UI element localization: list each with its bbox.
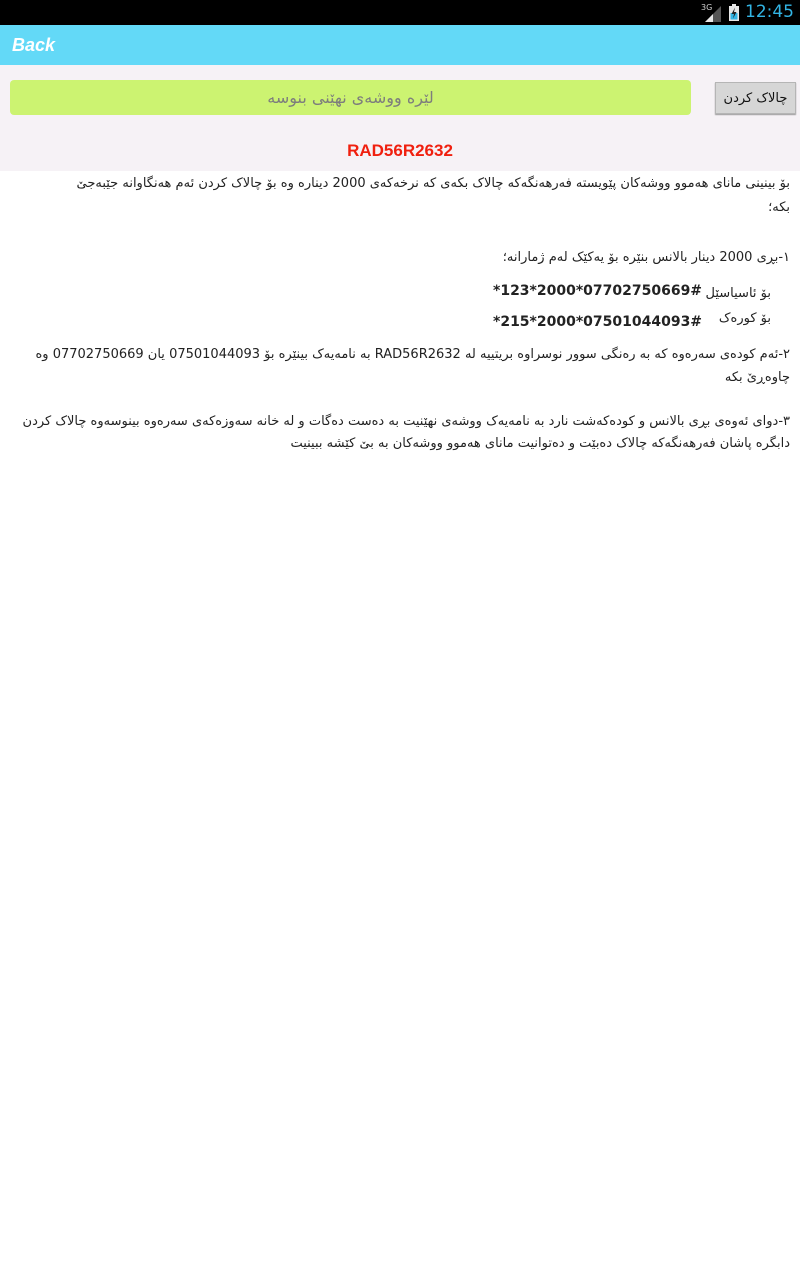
- intro-line-2: بکە؛: [768, 200, 790, 215]
- step-2-line-2: چاوەڕێ بکە: [724, 370, 790, 385]
- step-2-line-1: ٢-ئەم کودەی سەرەوە کە بە رەنگی سوور نوسراوە بریتییە لە RAD56R2632 بە نامەیەک بینێرە بۆ 07501044093 یان 07702750669 وە: [35, 347, 790, 362]
- signal-icon: [701, 3, 723, 23]
- device-code: RAD56R2632: [347, 141, 453, 160]
- korek-label: بۆ کورەک: [718, 311, 771, 326]
- activation-panel: [0, 65, 800, 171]
- asiacell-code[interactable]: *123*2000*07702750669#: [493, 283, 703, 299]
- step-1: ١-بڕی 2000 دینار بالانس بنێرە بۆ یەکێک لەم ژمارانە؛: [502, 250, 790, 265]
- intro-line-1: بۆ بینینی مانای هەموو ووشەکان پێویستە فەرهەنگەکە چالاک بکەی کە نرخەکەی 2000 دینارە وە بۆ چالاک کردن ئەم هەنگاوانە جێبەجێ: [76, 176, 790, 191]
- korek-code[interactable]: *215*2000*07501044093#: [493, 314, 703, 330]
- clock: 12:45: [745, 2, 794, 22]
- password-input[interactable]: [10, 80, 691, 115]
- step-3-line-1: ٣-دوای ئەوەی بڕی بالانس و کودەکەشت نارد بە نامەیەک ووشەی نهێنیت بە دەست دەگات و لە خانە سەوزەکەی سەرەوە بینوسەوە چالاک کردن: [22, 414, 790, 429]
- back-button[interactable]: Back: [12, 35, 56, 55]
- asiacell-label: بۆ ئاسیاسێل: [705, 286, 771, 301]
- status-icons: [701, 0, 794, 25]
- battery-charging-icon: [729, 4, 739, 21]
- step-3-line-2: دابگرە پاشان فەرهەنگەکە چالاک دەبێت و دەتوانیت مانای هەموو ووشەکان بە بێ کێشە ببینیت: [290, 436, 790, 451]
- activate-button[interactable]: چالاک کردن: [715, 82, 796, 114]
- action-bar: [0, 25, 800, 65]
- network-type-label: 3G: [701, 2, 713, 12]
- status-bar: [0, 0, 800, 25]
